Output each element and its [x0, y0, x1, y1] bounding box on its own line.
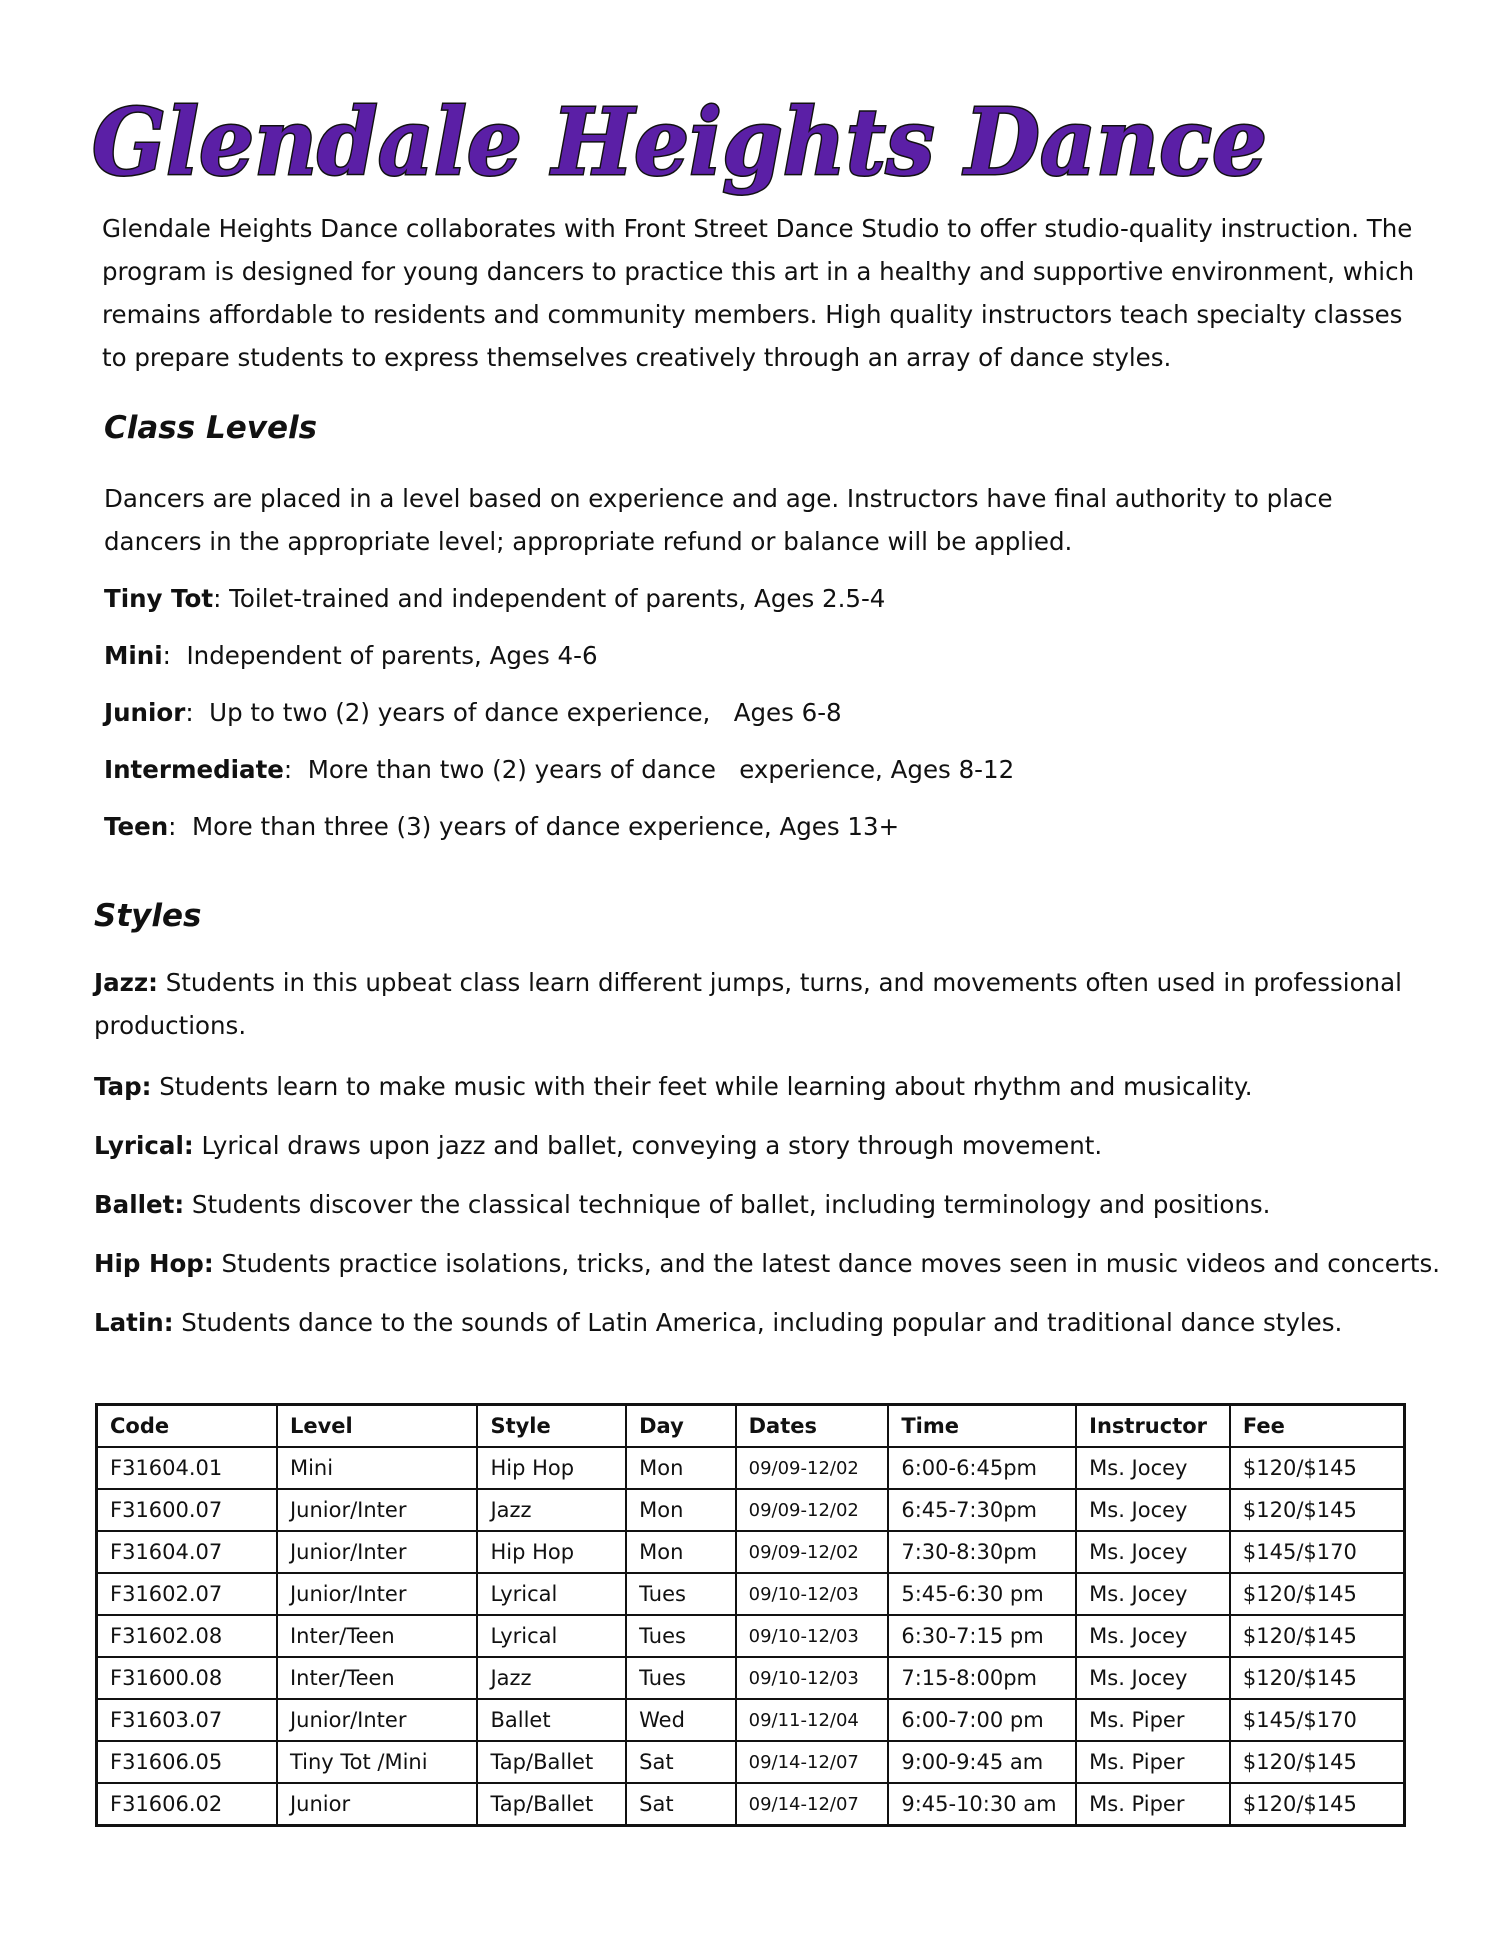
column-header-dates: Dates [736, 1405, 889, 1448]
cell-code: F31603.07 [97, 1699, 277, 1741]
cell-day: Tues [626, 1657, 736, 1699]
cell-style: Hip Hop [477, 1531, 626, 1573]
level-term: Intermediate [104, 755, 284, 784]
cell-level: Tiny Tot /Mini [277, 1741, 478, 1783]
cell-style: Lyrical [477, 1615, 626, 1657]
cell-style: Tap/Ballet [477, 1783, 626, 1826]
cell-level: Junior/Inter [277, 1489, 478, 1531]
style-item [94, 1301, 1444, 1344]
cell-instructor: Ms. Jocey [1076, 1573, 1230, 1615]
cell-time: 7:15-8:00pm [888, 1657, 1076, 1699]
table-row [97, 1783, 1405, 1826]
cell-style: Hip Hop [477, 1447, 626, 1489]
cell-code: F31602.07 [97, 1573, 277, 1615]
cell-time: 6:30-7:15 pm [888, 1615, 1076, 1657]
cell-fee: $145/$170 [1230, 1531, 1405, 1573]
cell-time: 9:00-9:45 am [888, 1741, 1076, 1783]
intro-paragraph: Glendale Heights Dance collaborates with Front Street Dance Studio to offer studio-quality instruction. The program is designed for young dancers to practice this art in a healthy and supportive environment, which remains affordable to residents and community members. High quality instructors teach specialty classes to prepare students to express themselves creatively through an array of dance styles. [102, 214, 1415, 372]
cell-day: Sat [626, 1741, 736, 1783]
table-row [97, 1573, 1405, 1615]
cell-instructor: Ms. Jocey [1076, 1489, 1230, 1531]
class-levels-description: Dancers are placed in a level based on experience and age. Instructors have final authority to place dancers in the appropriate level; appropriate refund or balance will be applied. [104, 484, 1333, 556]
level-term: Teen [104, 812, 169, 841]
cell-time: 6:45-7:30pm [888, 1489, 1076, 1531]
level-term: Tiny Tot [104, 584, 214, 613]
cell-day: Sat [626, 1783, 736, 1826]
level-item [104, 634, 598, 677]
style-item [94, 1242, 1444, 1285]
cell-day: Tues [626, 1615, 736, 1657]
cell-level: Junior/Inter [277, 1699, 478, 1741]
table-row [97, 1741, 1405, 1783]
cell-day: Mon [626, 1531, 736, 1573]
table-header-row [97, 1405, 1405, 1448]
level-text: : More than two (2) years of dance experience, Ages 8-12 [283, 755, 1015, 784]
table-row [97, 1615, 1405, 1657]
style-item [94, 1065, 1444, 1108]
class-levels-heading: Class Levels [104, 410, 318, 446]
cell-dates: 09/09-12/02 [736, 1531, 889, 1573]
cell-day: Mon [626, 1447, 736, 1489]
cell-level: Inter/Teen [277, 1615, 478, 1657]
level-text: : Independent of parents, Ages 4-6 [162, 641, 598, 670]
style-term: Hip Hop: [94, 1249, 214, 1278]
cell-instructor: Ms. Jocey [1076, 1447, 1230, 1489]
table-row [97, 1531, 1405, 1573]
cell-code: F31600.08 [97, 1657, 277, 1699]
style-text: Students in this upbeat class learn different jumps, turns, and movements often used in professional productions. [94, 968, 1402, 1040]
cell-style: Jazz [477, 1489, 626, 1531]
cell-time: 6:00-7:00 pm [888, 1699, 1076, 1741]
cell-day: Wed [626, 1699, 736, 1741]
cell-level: Mini [277, 1447, 478, 1489]
cell-dates: 09/10-12/03 [736, 1657, 889, 1699]
styles-heading: Styles [94, 898, 202, 934]
style-term: Jazz: [94, 968, 158, 997]
cell-dates: 09/10-12/03 [736, 1615, 889, 1657]
cell-style: Lyrical [477, 1573, 626, 1615]
cell-style: Jazz [477, 1657, 626, 1699]
cell-style: Tap/Ballet [477, 1741, 626, 1783]
level-item [104, 805, 899, 848]
page-title-graphic [92, 86, 1292, 206]
cell-level: Junior [277, 1783, 478, 1826]
cell-code: F31602.08 [97, 1615, 277, 1657]
level-term: Mini [104, 641, 163, 670]
cell-dates: 09/14-12/07 [736, 1783, 889, 1826]
cell-fee: $120/$145 [1230, 1615, 1405, 1657]
style-item [94, 1183, 1444, 1226]
cell-code: F31604.07 [97, 1531, 277, 1573]
style-item [94, 1124, 1444, 1167]
level-term: Junior [104, 698, 186, 727]
cell-instructor: Ms. Jocey [1076, 1657, 1230, 1699]
style-text: Students practice isolations, tricks, and the latest dance moves seen in music videos and concerts. [213, 1249, 1441, 1278]
cell-level: Junior/Inter [277, 1573, 478, 1615]
cell-dates: 09/11-12/04 [736, 1699, 889, 1741]
column-header-fee: Fee [1230, 1405, 1405, 1448]
cell-dates: 09/14-12/07 [736, 1741, 889, 1783]
cell-time: 9:45-10:30 am [888, 1783, 1076, 1826]
cell-fee: $145/$170 [1230, 1699, 1405, 1741]
page-title-text: Glendale Heights Dance [92, 88, 1267, 196]
cell-fee: $120/$145 [1230, 1573, 1405, 1615]
cell-day: Tues [626, 1573, 736, 1615]
column-header-level: Level [277, 1405, 478, 1448]
cell-fee: $120/$145 [1230, 1741, 1405, 1783]
level-item [104, 691, 842, 734]
level-item [104, 748, 1014, 791]
cell-code: F31606.05 [97, 1741, 277, 1783]
cell-instructor: Ms. Piper [1076, 1699, 1230, 1741]
cell-level: Inter/Teen [277, 1657, 478, 1699]
cell-instructor: Ms. Jocey [1076, 1615, 1230, 1657]
cell-fee: $120/$145 [1230, 1489, 1405, 1531]
table-row [97, 1489, 1405, 1531]
cell-code: F31606.02 [97, 1783, 277, 1826]
cell-day: Mon [626, 1489, 736, 1531]
column-header-instructor: Instructor [1076, 1405, 1230, 1448]
cell-dates: 09/10-12/03 [736, 1573, 889, 1615]
cell-code: F31600.07 [97, 1489, 277, 1531]
level-text: : Toilet-trained and independent of parents, Ages 2.5-4 [213, 584, 886, 613]
table-row [97, 1447, 1405, 1489]
column-header-time: Time [888, 1405, 1076, 1448]
style-term: Lyrical: [94, 1131, 194, 1160]
cell-fee: $120/$145 [1230, 1447, 1405, 1489]
cell-instructor: Ms. Piper [1076, 1783, 1230, 1826]
style-text: Lyrical draws upon jazz and ballet, conveying a story through movement. [193, 1131, 1103, 1160]
style-term: Latin: [94, 1308, 174, 1337]
style-text: Students discover the classical technique of ballet, including terminology and positions. [184, 1190, 1271, 1219]
page-title [92, 86, 1292, 206]
level-text: : Up to two (2) years of dance experience, Ages 6-8 [185, 698, 842, 727]
cell-style: Ballet [477, 1699, 626, 1741]
style-text: Students dance to the sounds of Latin America, including popular and traditional dance styles. [173, 1308, 1343, 1337]
style-item [94, 961, 1444, 1047]
style-text: Students learn to make music with their feet while learning about rhythm and musicality. [151, 1072, 1253, 1101]
cell-fee: $120/$145 [1230, 1657, 1405, 1699]
cell-level: Junior/Inter [277, 1531, 478, 1573]
column-header-day: Day [626, 1405, 736, 1448]
cell-fee: $120/$145 [1230, 1783, 1405, 1826]
column-header-code: Code [97, 1405, 277, 1448]
table-row [97, 1699, 1405, 1741]
cell-instructor: Ms. Jocey [1076, 1531, 1230, 1573]
schedule-table [95, 1403, 1406, 1827]
column-header-style: Style [477, 1405, 626, 1448]
cell-time: 6:00-6:45pm [888, 1447, 1076, 1489]
style-term: Ballet: [94, 1190, 185, 1219]
level-text: : More than three (3) years of dance experience, Ages 13+ [168, 812, 900, 841]
cell-code: F31604.01 [97, 1447, 277, 1489]
cell-dates: 09/09-12/02 [736, 1489, 889, 1531]
table-row [97, 1657, 1405, 1699]
cell-time: 7:30-8:30pm [888, 1531, 1076, 1573]
level-item [104, 577, 885, 620]
cell-instructor: Ms. Piper [1076, 1741, 1230, 1783]
cell-dates: 09/09-12/02 [736, 1447, 889, 1489]
style-term: Tap: [94, 1072, 152, 1101]
cell-time: 5:45-6:30 pm [888, 1573, 1076, 1615]
